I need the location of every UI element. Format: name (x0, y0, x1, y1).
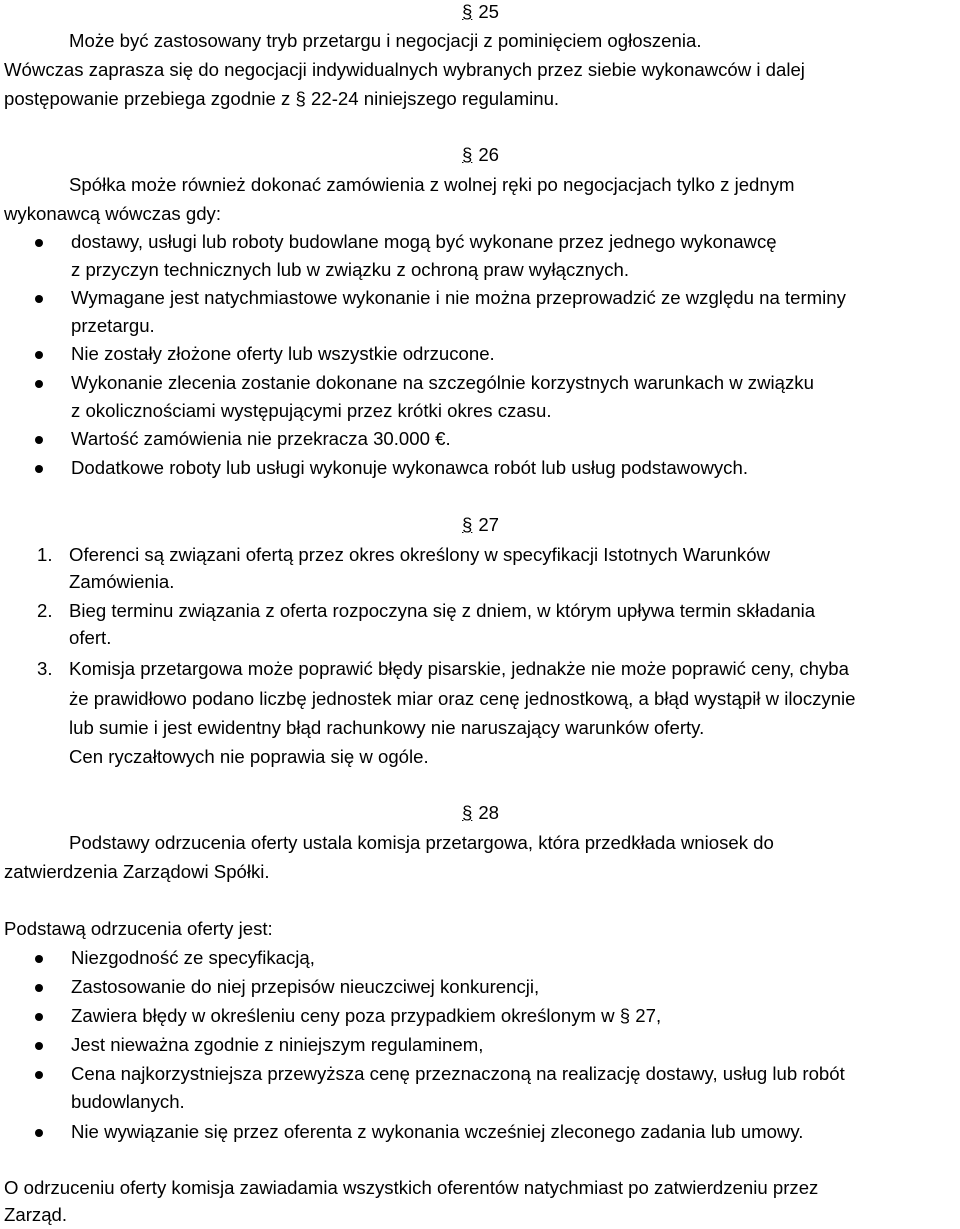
list-item-line: Zawiera błędy w określeniu ceny poza przypadkiem określonym w § 27, (71, 1005, 662, 1026)
bullet (35, 1071, 43, 1079)
list-item-line: Komisja przetargowa może poprawić błędy pisarskie, jednakże nie może poprawić ceny, chyba (69, 658, 849, 679)
paragraph-line: Spółka może również dokonać zamówienia z wolnej ręki po negocjacjach tylko z jednym (69, 174, 795, 195)
paragraph-line: postępowanie przebiega zgodnie z § 22-24 niniejszego regulaminu. (4, 88, 560, 109)
list-item-line: Nie zostały złożone oferty lub wszystkie odrzucone. (71, 343, 495, 364)
bullet (35, 984, 43, 992)
bullet (35, 465, 43, 473)
bullet (35, 1129, 43, 1137)
list-item-line: Wykonanie zlecenia zostanie dokonane na szczególnie korzystnych warunkach w związku (71, 372, 814, 393)
list-item-line: Oferenci są związani ofertą przez okres określony w specyfikacji Istotnych Warunków (69, 544, 770, 565)
list-item-line: lub sumie i jest ewidentny błąd rachunkowy nie naruszający warunków oferty. (69, 717, 705, 738)
list-item-line: dostawy, usługi lub roboty budowlane mogą być wykonane przez jednego wykonawcę (71, 231, 777, 252)
list-item-line: że prawidłowo podano liczbę jednostek miar oraz cenę jednostkową, a błąd wystąpił w iloczynie (69, 688, 856, 709)
bullet (35, 239, 43, 247)
list-item-line: przetargu. (71, 315, 155, 336)
section-number: 28 (478, 802, 500, 823)
section-25-heading (462, 0, 499, 26)
list-item-line: ofert. (69, 627, 112, 648)
list-item-line: Wymagane jest natychmiastowe wykonanie i nie można przeprowadzić ze względu na terminy (71, 287, 846, 308)
list-item-line: Wartość zamówienia nie przekracza 30.000 €. (71, 428, 451, 449)
list-item-line: Dodatkowe roboty lub usługi wykonuje wykonawca robót lub usług podstawowych. (71, 457, 748, 478)
list-item-line: Jest nieważna zgodnie z niniejszym regulaminem, (71, 1034, 484, 1055)
bullet (35, 1013, 43, 1021)
paragraph-line: wykonawcą wówczas gdy: (4, 203, 222, 224)
paragraph-line: Zarząd. (4, 1204, 68, 1225)
section-26-heading (462, 141, 499, 169)
list-item-line: Niezgodność ze specyfikacją, (71, 947, 315, 968)
list-number: 1. (37, 544, 53, 565)
bullet (35, 1042, 43, 1050)
paragraph-line: Cen ryczałtowych nie poprawia się w ogóle. (69, 746, 429, 767)
paragraph-line: Podstawy odrzucenia oferty ustala komisja przetargowa, która przedkłada wniosek do (69, 832, 774, 853)
list-item-line: Zastosowanie do niej przepisów nieuczciwej konkurencji, (71, 976, 540, 997)
paragraph-line: Może być zastosowany tryb przetargu i negocjacji z pominięciem ogłoszenia. (69, 30, 702, 51)
section-number: 27 (478, 514, 500, 535)
paragraph-line: Podstawą odrzucenia oferty jest: (4, 918, 273, 939)
list-item-line: budowlanych. (71, 1091, 185, 1112)
list-item-line: z przyczyn technicznych lub w związku z ochroną praw wyłącznych. (71, 259, 630, 280)
section-sign: § (462, 514, 473, 535)
section-number: 25 (478, 1, 500, 22)
list-item-line: Nie wywiązanie się przez oferenta z wykonania wcześniej zleconego zadania lub umowy. (71, 1121, 804, 1142)
list-number: 3. (37, 658, 53, 679)
list-number: 2. (37, 600, 53, 621)
section-sign: § (462, 144, 473, 165)
bullet (35, 295, 43, 303)
bullet (35, 380, 43, 388)
bullet (35, 955, 43, 963)
paragraph-line: zatwierdzenia Zarządowi Spółki. (4, 861, 270, 882)
section-28-heading (462, 799, 499, 827)
list-item-line: Bieg terminu związania z oferta rozpoczyna się z dniem, w którym upływa termin składania (69, 600, 816, 621)
section-number: 26 (478, 144, 500, 165)
section-27-heading (462, 511, 499, 539)
paragraph-line: Wówczas zaprasza się do negocjacji indywidualnych wybranych przez siebie wykonawców i dalej (4, 59, 805, 80)
list-item-line: Zamówienia. (69, 571, 175, 592)
bullet (35, 351, 43, 359)
section-sign: § (462, 802, 473, 823)
list-item-line: z okolicznościami występującymi przez krótki okres czasu. (71, 400, 552, 421)
list-item-line: Cena najkorzystniejsza przewyższa cenę przeznaczoną na realizację dostawy, usług lub robót (71, 1063, 845, 1084)
bullet (35, 436, 43, 444)
section-sign: § (462, 1, 473, 22)
paragraph-line: O odrzuceniu oferty komisja zawiadamia wszystkich oferentów natychmiast po zatwierdzeniu przez (4, 1177, 819, 1198)
